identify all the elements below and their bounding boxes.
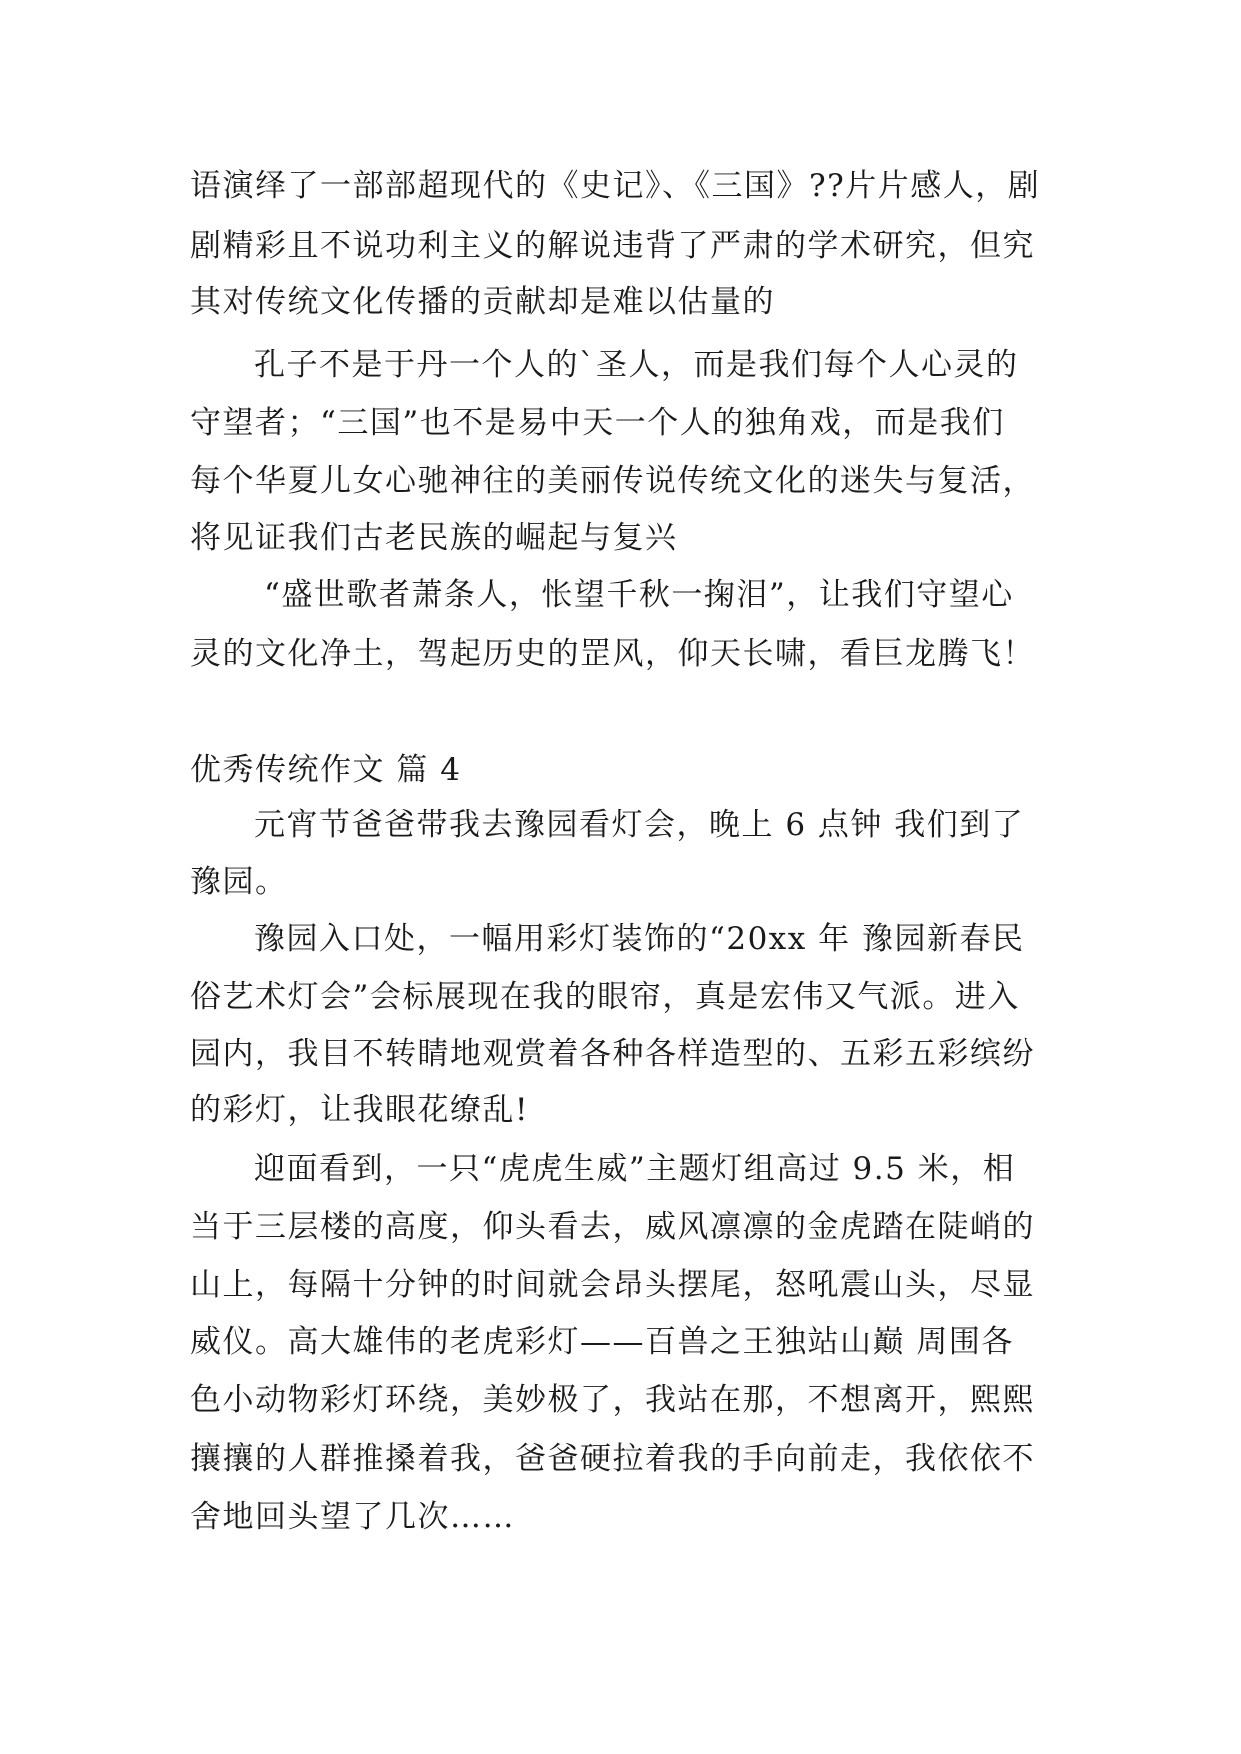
text-line: 舍地回头望了几次…… (190, 1499, 515, 1535)
text-line: 色小动物彩灯环绕，美妙极了，我站在那，不想离开，熙熙 (190, 1382, 1035, 1418)
text-line: 将见证我们古老民族的崛起与复兴 (190, 520, 678, 556)
paragraph-start-line: 豫园入口处，一幅用彩灯装饰的“20xx 年 豫园新春民 (254, 921, 1025, 957)
text-line: 其对传统文化传播的贡献却是难以估量的 (190, 284, 775, 320)
text-line: 当于三层楼的高度，仰头看去，威风凛凛的金虎踏在陡峭的 (190, 1209, 1035, 1245)
text-line: 豫园。 (190, 864, 288, 900)
text-line: 山上，每隔十分钟的时间就会昂头摆尾，怒吼震山头，尽显 (190, 1267, 1035, 1303)
text-line: 每个华夏儿女心驰神往的美丽传说传统文化的迷失与复活， (190, 463, 1035, 499)
text-line: 剧精彩且不说功利主义的解说违背了严肃的学术研究，但究 (190, 228, 1035, 264)
paragraph-start-line: “盛世歌者萧条人，怅望千秋一掬泪”，让我们守望心 (264, 577, 1014, 613)
text-line: 的彩灯，让我眼花缭乱! (190, 1092, 529, 1128)
text-line: 园内，我目不转睛地观赏着各种各样造型的、五彩五彩缤纷 (190, 1036, 1035, 1072)
text-line: 俗艺术灯会”会标展现在我的眼帘，真是宏伟又气派。进入 (190, 979, 1020, 1015)
paragraph-start-line: 孔子不是于丹一个人的`圣人，而是我们每个人心灵的 (254, 347, 1019, 383)
text-line: 攘攘的人群推搡着我，爸爸硬拉着我的手向前走，我依依不 (190, 1441, 1035, 1477)
text-line: 语演绎了一部部超现代的《史记》、《三国》??片片感人，剧 (190, 168, 1041, 204)
text-line: 灵的文化净土，驾起历史的罡风，仰天长啸，看巨龙腾飞！ (190, 636, 1035, 672)
text-line: 威仪。高大雄伟的老虎彩灯——百兽之王独站山巅 周围各 (190, 1324, 1014, 1360)
paragraph-start-line: 元宵节爸爸带我去豫园看灯会，晚上 6 点钟 我们到了 (254, 807, 1025, 843)
paragraph-start-line: 迎面看到，一只“虎虎生威”主题灯组高过 9.5 米，相 (254, 1151, 1016, 1187)
text-line: 守望者；“三国”也不是易中天一个人的独角戏，而是我们 (190, 405, 1005, 441)
section-heading: 优秀传统作文 篇 4 (190, 752, 462, 788)
